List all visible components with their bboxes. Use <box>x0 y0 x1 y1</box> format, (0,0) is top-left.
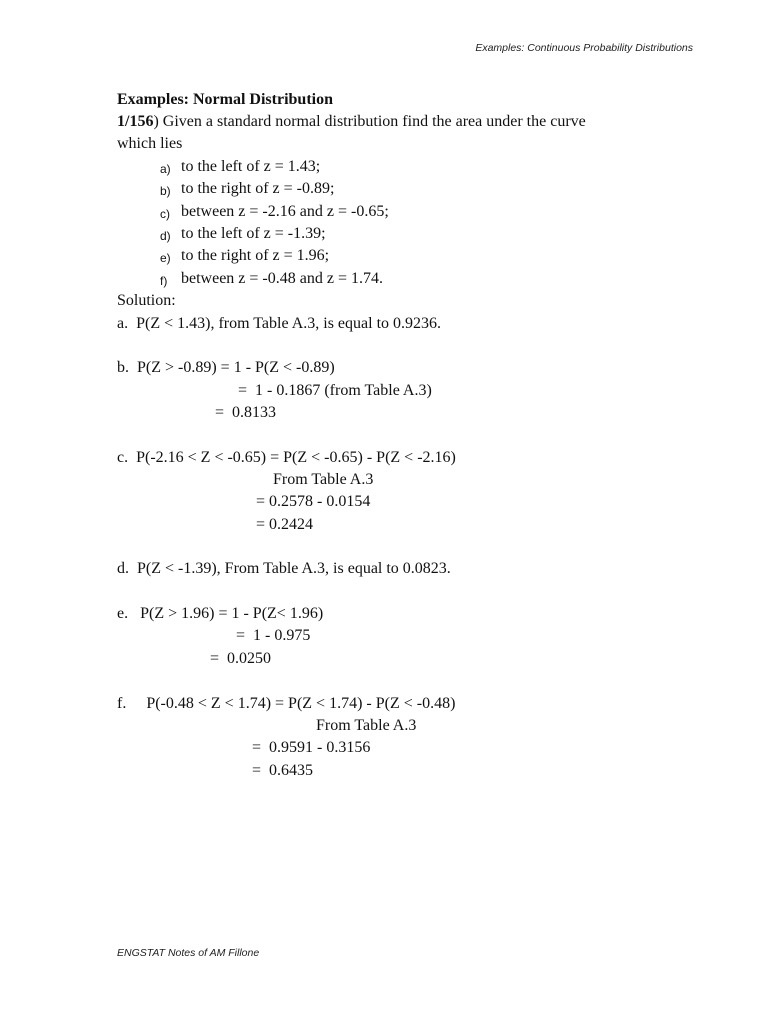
problem-stem-text: Given a standard normal distribution find the area under the curve <box>158 113 586 130</box>
solution-f-line-3: = 0.9591 - 0.3156 <box>252 739 371 756</box>
item-letter-f: f) <box>160 274 168 288</box>
item-letter-c: c) <box>160 207 170 221</box>
solution-c-line-2: From Table A.3 <box>273 471 374 488</box>
solution-b-line-1: b. P(Z > -0.89) = 1 - P(Z < -0.89) <box>117 359 335 376</box>
solution-f-line-2: From Table A.3 <box>316 717 417 734</box>
problem-stem-line-2: which lies <box>117 135 183 152</box>
solution-c-line-4: = 0.2424 <box>256 516 314 533</box>
solution-c-line-1: c. P(-2.16 < Z < -0.65) = P(Z < -0.65) - P(Z < -2.16) <box>117 449 456 466</box>
item-text-f: between z = -0.48 and z = 1.74. <box>181 270 383 287</box>
problem-stem-line-1 <box>117 112 586 132</box>
problem-number: 1/156 <box>117 113 154 130</box>
solution-b-line-3: = 0.8133 <box>215 404 277 421</box>
page-title: Examples: Normal Distribution <box>117 91 333 108</box>
item-text-c: between z = -2.16 and z = -0.65; <box>181 203 389 220</box>
solution-e-line-3: = 0.0250 <box>210 650 272 667</box>
item-letter-e: e) <box>160 251 171 265</box>
item-text-d: to the left of z = -1.39; <box>181 225 326 242</box>
solution-label: Solution: <box>117 292 176 309</box>
solution-b-line-2: = 1 - 0.1867 (from Table A.3) <box>238 382 432 399</box>
item-letter-a: a) <box>160 162 171 176</box>
solution-f-line-4: = 0.6435 <box>252 762 314 779</box>
page-footer: ENGSTAT Notes of AM Fillone <box>117 947 260 959</box>
item-text-b: to the right of z = -0.89; <box>181 180 335 197</box>
running-header: Examples: Continuous Probability Distributions <box>475 42 693 54</box>
solution-c-line-3: = 0.2578 - 0.0154 <box>256 493 371 510</box>
solution-a-line-1: a. P(Z < 1.43), from Table A.3, is equal to 0.9236. <box>117 315 442 332</box>
solution-f-line-1: f. P(-0.48 < Z < 1.74) = P(Z < 1.74) - P(Z < -0.48) <box>117 695 456 712</box>
item-letter-b: b) <box>160 184 171 198</box>
item-text-a: to the left of z = 1.43; <box>181 158 321 175</box>
item-letter-d: d) <box>160 229 171 243</box>
solution-e-line-1: e. P(Z > 1.96) = 1 - P(Z< 1.96) <box>117 605 324 622</box>
solution-e-line-2: = 1 - 0.975 <box>236 627 311 644</box>
problem-number-paren: ) <box>153 113 159 130</box>
item-text-e: to the right of z = 1.96; <box>181 247 330 264</box>
solution-d-line-1: d. P(Z < -1.39), From Table A.3, is equal to 0.0823. <box>117 560 451 577</box>
